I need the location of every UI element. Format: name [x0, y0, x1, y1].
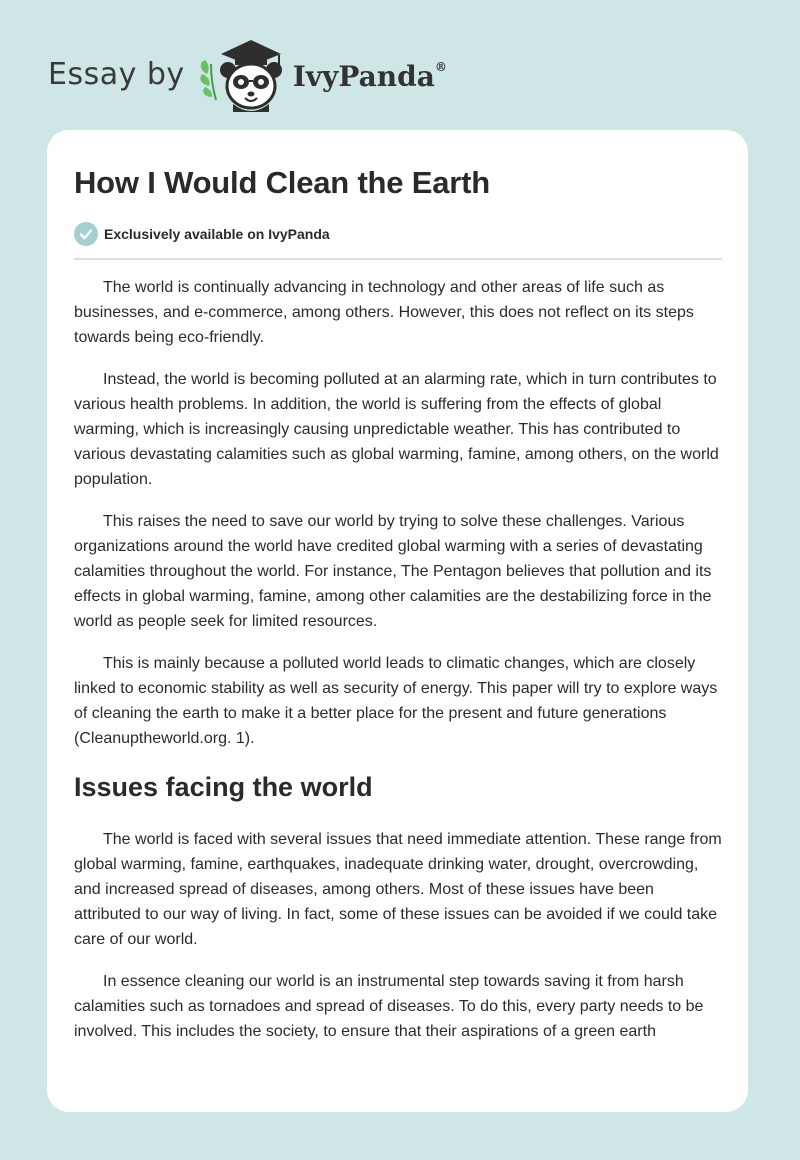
essay-by-label: Essay by [48, 56, 185, 92]
check-icon [74, 222, 98, 246]
paragraph: The world is faced with several issues that need immediate attention. These range from global warming, famine, earthquakes, inadequate drinking water, drought, overcrowding, and increased spread of diseases, among others. Most of these issues have been attributed to our way of living. In fact, some of these issues can be avoided if we could take care of our world. [74, 831, 722, 948]
site-header [48, 34, 447, 114]
exclusive-badge [74, 219, 722, 249]
paragraph: In essence cleaning our world is an instrumental step towards saving it from harsh calamities such as tornadoes and spread of diseases. To do this, every party needs to be involved. This includes the society, to ensure that their aspirations of a green earth [74, 973, 704, 1040]
ivypanda-logo[interactable] [195, 34, 447, 114]
panda-mascot-icon [195, 34, 287, 114]
badge-label: Exclusively available on IvyPanda [104, 226, 330, 242]
divider [74, 258, 722, 260]
essay-card [47, 130, 748, 1112]
paragraph: This is mainly because a polluted world leads to climatic changes, which are closely linked to economic stability as well as security of energy. This paper will try to explore ways of cleaning the earth to make it a better place for the present and future generations (Cleanuptheworld.org. 1). [74, 655, 718, 747]
paragraph: Instead, the world is becoming polluted at an alarming rate, which in turn contributes to various health problems. In addition, the world is suffering from the effects of global warming, which is increasingly causing unpredictable weather. This has contributed to various devastating calamities such as global warming, famine, among others, on the world population. [74, 371, 719, 488]
paragraph: This raises the need to save our world by trying to solve these challenges. Various organizations around the world have credited global warming with a series of devastating calamities throughout the world. For instance, The Pentagon believes that pollution and its effects in global warming, famine, among other calamities are the destabilizing force in the world as people seek for limited resources. [74, 513, 712, 630]
paragraph: The world is continually advancing in technology and other areas of life such as businesses, and e-commerce, among others. However, this does not reflect on its steps towards being eco-friendly. [74, 279, 694, 346]
page-title: How I Would Clean the Earth [74, 165, 490, 200]
brand-name: IvyPanda® [292, 59, 447, 93]
section-heading: Issues facing the world [74, 772, 373, 802]
